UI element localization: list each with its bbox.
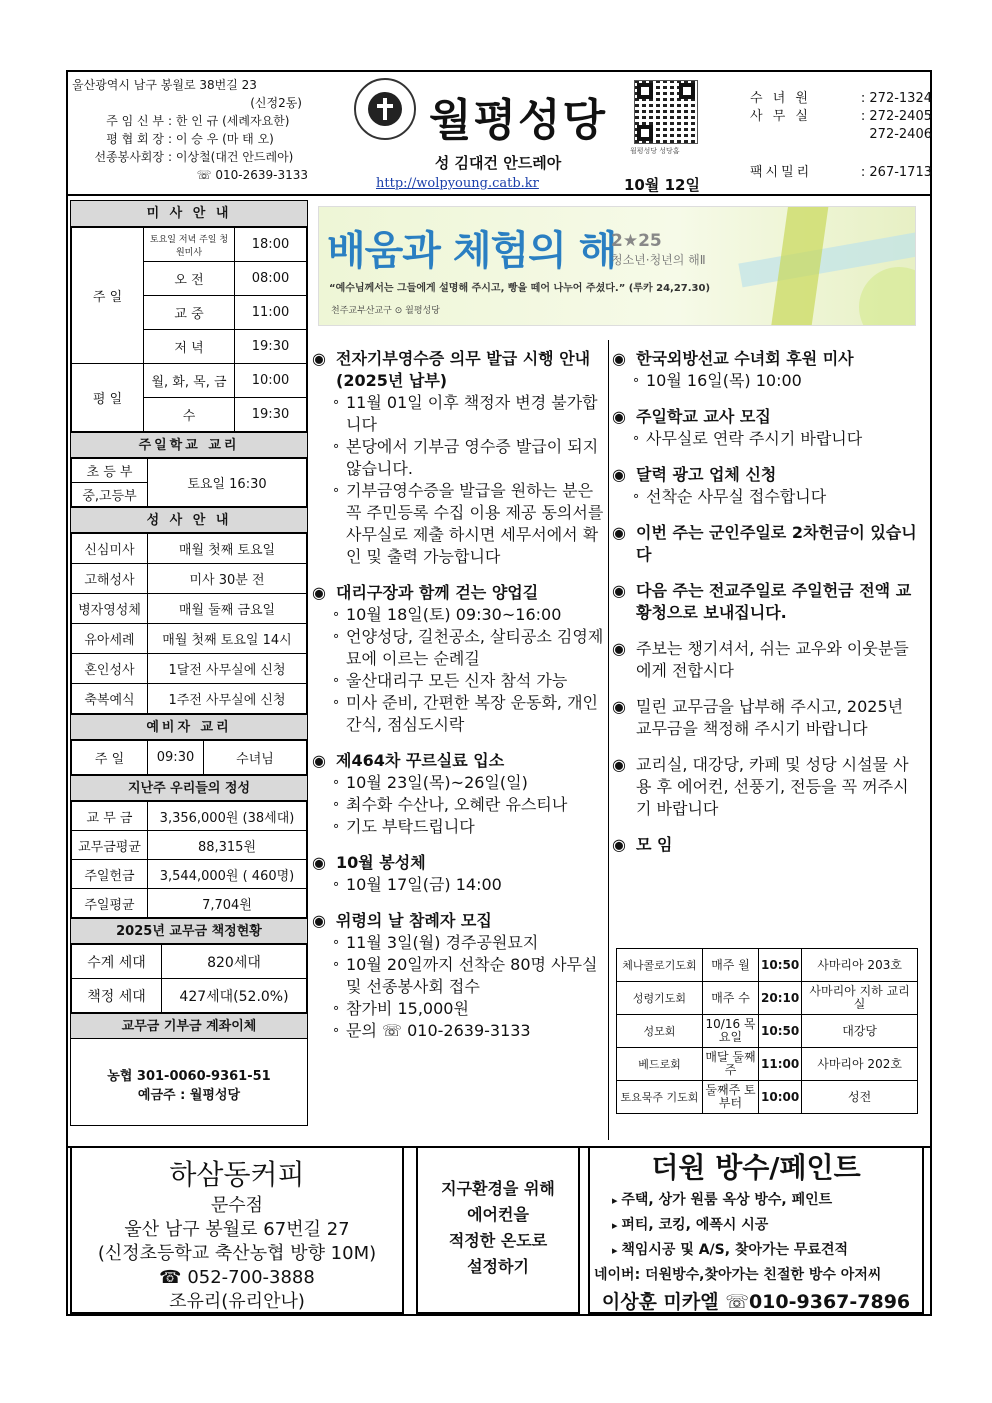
ad-coffee-line: 문수점 [210, 1195, 264, 1216]
meeting-name: 체나콜로기도회 [617, 949, 703, 982]
offering-value: 88,315원 [148, 831, 307, 860]
bank-account-number: 농협 301-0060-9361-51 [107, 1069, 271, 1084]
notice-text: 10월 23일(목)~26일(일) [346, 773, 528, 792]
staff-name: : 이상철(대건 안드레아) [168, 150, 294, 164]
tithe-row [72, 945, 307, 979]
staff-row [72, 148, 322, 166]
sacrament-name: 신심미사 [72, 534, 148, 564]
meeting-row [617, 949, 918, 982]
meeting-name: 성모회 [617, 1015, 703, 1048]
notice-line [312, 874, 604, 896]
notice-item [312, 910, 604, 1042]
staff-row [72, 112, 322, 130]
notice-text: 10월 17일(금) 14:00 [346, 875, 502, 894]
notice-line [312, 626, 604, 670]
ad-waterproof-line [590, 1238, 922, 1263]
ad-environment-line: 설정하기 [467, 1257, 529, 1276]
staff-role: 평 협 회 장 [106, 132, 164, 146]
notice-heading [612, 348, 920, 370]
notice-line [312, 436, 604, 480]
parish-website-link[interactable]: http://wolpyoung.catb.kr [376, 176, 539, 191]
contact-label: 사 무 실 [750, 109, 811, 124]
banner-quote: “예수님께서는 그들에게 설명해 주시고, 빵을 떼어 나누어 주셨다.” (루카 24,27.30) [329, 283, 711, 294]
catechumen-title: 예비자 교리 [71, 714, 307, 740]
school-time: 토요일 16:30 [148, 459, 307, 507]
notice-heading [312, 582, 604, 604]
notice-text: 10월 20일까지 선착순 80명 사무실 및 선종봉사회 접수 [346, 955, 598, 996]
bullet-icon: ◉ [612, 639, 626, 658]
ad-coffee-line: 울산 남구 봉월로 67번길 27 [124, 1219, 350, 1240]
notice-title: 대리구장과 함께 걷는 양업길 [336, 583, 539, 602]
staff-row [72, 130, 322, 148]
meeting-day: 둘째주 토부터 [703, 1081, 759, 1114]
meeting-place: 사마리아 지하 교리실 [802, 982, 918, 1015]
parish-phone: ☏ 010-2639-3133 [196, 168, 308, 182]
tithe-value: 427세대(52.0%) [162, 979, 307, 1013]
staff-role: 주 임 신 부 [106, 114, 164, 128]
mass-time: 18:00 [235, 228, 307, 262]
banner-org: 천주교부산교구 ⊙ 월평성당 [331, 306, 440, 316]
notice-line [312, 932, 604, 954]
notice-title: 이번 주는 군인주일로 2차헌금이 있습니다 [636, 523, 917, 564]
banner-subtitle: 청소년·청년의 해Ⅱ [611, 253, 706, 267]
notice-text: 기부금영수증을 발급을 원하는 분은 꼭 주민등록 수집 이용 제공 동의서를 사무실로 제출 하시면 세무서에서 확인 및 출력 가능합니다 [346, 481, 604, 566]
sunday-school-title: 주일학교 교리 [71, 432, 307, 458]
mass-name: 토요일 저녁 주일 청원미사 [144, 228, 235, 262]
notice-title: 10월 봉성체 [336, 853, 426, 872]
notice-heading [312, 852, 604, 874]
notice-line [312, 954, 604, 998]
banner-year: 2★25 [611, 231, 662, 251]
bullet-icon: ◉ [612, 697, 626, 716]
meeting-place: 성전 [802, 1081, 918, 1114]
sacrament-table [71, 533, 307, 714]
sacrament-detail: 매월 첫째 토요일 14시 [148, 624, 307, 654]
bullet-icon: ◉ [612, 407, 626, 426]
ad-waterproof-name: 더원 방수/페인트 [651, 1151, 861, 1184]
bulletin-date: 10월 12일 [624, 176, 700, 194]
notice-title: 모 임 [636, 835, 673, 854]
notices-column-right [612, 348, 920, 870]
meetings-table [616, 948, 918, 1114]
contact-label: 수 녀 원 [750, 91, 811, 106]
notice-line [312, 816, 604, 838]
banner-heading-part: 배움과 [327, 228, 453, 274]
bank-title: 교무금 기부금 계좌이체 [71, 1013, 307, 1039]
meeting-day: 10/16 목요일 [703, 1015, 759, 1048]
ad-waterproof-text: 책임시공 및 A/S, 찾아가는 무료견적 [621, 1242, 849, 1258]
notice-line [312, 604, 604, 626]
contact-row [750, 126, 932, 144]
meeting-time: 10:50 [759, 949, 802, 982]
small-bullet-icon: ∘ [332, 957, 341, 972]
sacrament-row [72, 594, 307, 624]
bank-account [71, 1039, 307, 1125]
notice-heading [312, 910, 604, 932]
notice-heading [612, 406, 920, 428]
notice-heading [612, 834, 920, 856]
notice-heading [612, 580, 920, 624]
triangle-bullet-icon: ▸ [612, 1244, 622, 1257]
mass-schedule-title: 미 사 안 내 [71, 201, 307, 227]
notice-item [612, 580, 920, 624]
notice-text: 언양성당, 길천공소, 살티공소 김영제 묘에 이르는 순례길 [346, 627, 604, 668]
school-group: 중,고등부 [72, 483, 148, 507]
notice-title: 주보는 챙기셔서, 쉬는 교우와 이웃분들에게 전합시다 [636, 639, 909, 680]
notice-text: 기도 부탁드립니다 [346, 817, 475, 836]
small-bullet-icon: ∘ [332, 1001, 341, 1016]
small-bullet-icon: ∘ [332, 935, 341, 950]
sacrament-title: 성 사 안 내 [71, 507, 307, 533]
meeting-name: 토요묵주 기도회 [617, 1081, 703, 1114]
small-bullet-icon: ∘ [332, 629, 341, 644]
small-bullet-icon: ∘ [332, 607, 341, 622]
bullet-icon: ◉ [612, 835, 626, 854]
sacrament-name: 축복예식 [72, 684, 148, 714]
staff-name: : 한 인 규 (세례자요한) [168, 114, 290, 128]
notice-line [312, 794, 604, 816]
sidebar [70, 200, 308, 1126]
small-bullet-icon: ∘ [332, 673, 341, 688]
sacrament-detail: 1달전 사무실에 신청 [148, 654, 307, 684]
ad-waterproof-line [590, 1213, 922, 1238]
bullet-icon: ◉ [612, 465, 626, 484]
mass-name: 저 녁 [144, 330, 235, 364]
contact-number: : 272-1324 [860, 91, 932, 106]
contact-label [750, 126, 842, 144]
offering-label: 교 무 금 [72, 802, 148, 831]
triangle-bullet-icon: ▸ [612, 1194, 622, 1207]
notice-text: 최수화 수산나, 오혜란 유스티나 [346, 795, 568, 814]
tithe-label: 수계 세대 [72, 945, 162, 979]
mass-time: 19:30 [235, 330, 307, 364]
mass-name: 오 전 [144, 262, 235, 296]
mass-name: 수 [144, 398, 235, 432]
small-bullet-icon: ∘ [332, 483, 341, 498]
bullet-icon: ◉ [312, 853, 326, 872]
qr-code-icon[interactable] [634, 80, 698, 144]
bullet-icon: ◉ [612, 523, 626, 542]
parish-address-sub: (신정2동) [250, 96, 302, 110]
sacrament-name: 고해성사 [72, 564, 148, 594]
sacrament-detail: 1주전 사무실에 신청 [148, 684, 307, 714]
ad-waterproof-naver: 네이버: 더원방수,찾아가는 친절한 방수 아저씨 [594, 1267, 882, 1283]
sacrament-name: 혼인성사 [72, 654, 148, 684]
small-bullet-icon: ∘ [332, 695, 341, 710]
staff-name: : 이 승 우 (마 태 오) [168, 132, 274, 146]
ad-environment [416, 1146, 580, 1314]
ad-waterproof-line [590, 1188, 922, 1213]
ad-coffee [70, 1146, 404, 1314]
offering-value: 3,356,000원 (38세대) [148, 802, 307, 831]
weekday-label: 평 일 [72, 364, 144, 432]
meeting-place: 사마리아 203호 [802, 949, 918, 982]
meeting-place: 사마리아 202호 [802, 1048, 918, 1081]
notice-item [312, 750, 604, 838]
meeting-name: 베드로회 [617, 1048, 703, 1081]
catechumen-day: 주 일 [72, 741, 148, 775]
contact-number: : 272-2405 [860, 109, 932, 124]
notice-text: 선착순 사무실 접수합니다 [646, 487, 827, 506]
notice-line [312, 392, 604, 436]
notice-heading [312, 750, 604, 772]
contact-number: : 267-1713 [860, 165, 932, 180]
notice-heading [612, 754, 920, 820]
sacrament-detail: 매월 둘째 금요일 [148, 594, 307, 624]
small-bullet-icon: ∘ [332, 395, 341, 410]
offering-row [72, 860, 307, 889]
ad-environment-line: 지구환경을 위해 [441, 1179, 555, 1198]
notice-text: 11월 3일(월) 경주공원묘지 [346, 933, 539, 952]
offering-label: 주일헌금 [72, 860, 148, 889]
contact-row [750, 164, 932, 182]
notice-item [312, 582, 604, 736]
notice-item [612, 406, 920, 450]
notice-title: 제464차 꾸르실료 입소 [336, 751, 505, 770]
sunday-label: 주 일 [72, 228, 144, 364]
notice-item [612, 696, 920, 740]
offering-row [72, 889, 307, 918]
mass-time: 19:30 [235, 398, 307, 432]
notice-line [312, 480, 604, 568]
tithe-table [71, 944, 307, 1013]
school-group: 초 등 부 [72, 459, 148, 483]
small-bullet-icon: ∘ [332, 877, 341, 892]
meeting-row [617, 1015, 918, 1048]
ad-coffee-name: 하삼동커피 [169, 1158, 305, 1191]
sacrament-row [72, 654, 307, 684]
notice-heading [612, 522, 920, 566]
notice-heading [312, 348, 604, 392]
notice-title: 한국외방선교 수녀회 후원 미사 [636, 349, 854, 368]
notice-title: 다음 주는 전교주일로 주일헌금 전액 교황청으로 보내집니다. [636, 581, 912, 622]
offering-value: 3,544,000원 ( 460명) [148, 860, 307, 889]
bank-account-holder: 예금주 : 월평성당 [137, 1088, 241, 1103]
meeting-time: 10:50 [759, 1015, 802, 1048]
notice-line [312, 998, 604, 1020]
notice-item [612, 754, 920, 820]
contact-list [750, 90, 932, 182]
parish-logo [354, 78, 416, 140]
notice-title: 전자기부영수증 의무 발급 시행 안내(2025년 납부) [336, 349, 591, 390]
notice-title: 밀린 교무금을 납부해 주시고, 2025년 교무금을 책정해 주시기 바랍니다 [636, 697, 904, 738]
sacrament-name: 병자영성체 [72, 594, 148, 624]
patron-saint: 성 김대건 안드레아 [434, 154, 562, 172]
notice-line [312, 772, 604, 794]
theme-banner [318, 206, 916, 326]
banner-heading-part: 체험의 해 [452, 228, 617, 274]
notice-text: 본당에서 기부금 영수증 발급이 되지 않습니다. [346, 437, 599, 478]
notice-item [612, 834, 920, 856]
notice-text: 울산대리구 모든 신자 참석 가능 [346, 671, 568, 690]
parish-info [72, 76, 322, 184]
offering-table [71, 801, 307, 918]
banner-heading [327, 219, 616, 276]
meeting-row [617, 1048, 918, 1081]
notices-column-left [312, 348, 604, 1056]
contact-row [750, 90, 932, 108]
small-bullet-icon: ∘ [332, 775, 341, 790]
bullet-icon: ◉ [312, 911, 326, 930]
notice-heading [612, 464, 920, 486]
small-bullet-icon: ∘ [332, 797, 341, 812]
sacrament-row [72, 564, 307, 594]
notice-item [612, 348, 920, 392]
notice-line [612, 370, 920, 392]
notice-text: 10월 18일(토) 09:30~16:00 [346, 605, 562, 624]
qr-caption: 월평성당 성당홈 [630, 147, 680, 155]
sacrament-name: 유아세례 [72, 624, 148, 654]
contact-number: 272-2406 [869, 127, 932, 142]
mass-schedule-table [71, 227, 307, 432]
sacrament-row [72, 534, 307, 564]
contact-label: 팩시밀리 [750, 165, 813, 180]
page-title: 월평성당 [428, 95, 607, 146]
meeting-day: 매달 둘째주 [703, 1048, 759, 1081]
bullet-icon: ◉ [312, 751, 326, 770]
tithe-title: 2025년 교무금 책정현황 [71, 918, 307, 944]
ad-waterproof-text: 주택, 상가 원룸 옥상 방수, 페인트 [621, 1192, 833, 1208]
contact-row [750, 108, 932, 126]
meeting-time: 20:10 [759, 982, 802, 1015]
catechumen-table [71, 740, 307, 775]
notice-item [312, 348, 604, 568]
ad-coffee-line: ☎ 052-700-3888 [159, 1267, 315, 1288]
ad-waterproof [588, 1146, 924, 1314]
tithe-label: 책정 세대 [72, 979, 162, 1013]
notice-title: 달력 광고 업체 신청 [636, 465, 777, 484]
offering-label: 교무금평균 [72, 831, 148, 860]
notice-line [312, 692, 604, 736]
ad-waterproof-contact: 이상훈 미카엘 ☏010-9367-7896 [601, 1291, 911, 1313]
small-bullet-icon: ∘ [332, 819, 341, 834]
notice-heading [612, 696, 920, 740]
catechumen-time: 09:30 [148, 741, 204, 775]
small-bullet-icon: ∘ [632, 489, 641, 504]
notice-line [612, 428, 920, 450]
bullet-icon: ◉ [312, 349, 326, 368]
sacrament-detail: 미사 30분 전 [148, 564, 307, 594]
meeting-row [617, 1081, 918, 1114]
ad-environment-line: 적정한 온도로 [448, 1231, 548, 1250]
notice-text: 참가비 15,000원 [346, 999, 469, 1018]
bullet-icon: ◉ [612, 755, 626, 774]
notice-title: 교리실, 대강당, 카페 및 성당 시설물 사용 후 에어컨, 선풍기, 전등을 꼭 꺼주시기 바랍니다 [636, 755, 909, 818]
notice-line [612, 486, 920, 508]
notice-item [312, 852, 604, 896]
meeting-place: 대강당 [802, 1015, 918, 1048]
offering-row [72, 831, 307, 860]
meeting-day: 매주 월 [703, 949, 759, 982]
sunday-school-table [71, 458, 307, 507]
notice-title: 주일학교 교사 모집 [636, 407, 771, 426]
mass-time: 08:00 [235, 262, 307, 296]
mass-time: 10:00 [235, 364, 307, 398]
offering-row [72, 802, 307, 831]
bulletin-header [66, 70, 932, 196]
notice-line [312, 670, 604, 692]
notice-text: 10월 16일(목) 10:00 [646, 371, 802, 390]
offering-value: 7,704원 [148, 889, 307, 918]
sacrament-row [72, 624, 307, 654]
bullet-icon: ◉ [612, 581, 626, 600]
meeting-row [617, 982, 918, 1015]
notice-text: 11월 01일 이후 책정자 변경 불가합니다 [346, 393, 598, 434]
small-bullet-icon: ∘ [332, 439, 341, 454]
ad-environment-line: 에어컨을 [467, 1205, 529, 1224]
notice-item [612, 464, 920, 508]
catechumen-place: 수녀님 [204, 741, 307, 775]
mass-time: 11:00 [235, 296, 307, 330]
notice-item [612, 638, 920, 682]
notice-text: 미사 준비, 간편한 복장 운동화, 개인간식, 점심도시락 [346, 693, 598, 734]
mass-name: 월, 화, 목, 금 [144, 364, 235, 398]
sacrament-detail: 매월 첫째 토요일 [148, 534, 307, 564]
offering-title: 지난주 우리들의 정성 [71, 775, 307, 801]
ad-coffee-line: (신정초등학교 축산농협 방향 10M) [97, 1243, 377, 1264]
small-bullet-icon: ∘ [632, 431, 641, 446]
staff-role: 선종봉사회장 [94, 150, 164, 164]
notice-text: 문의 ☏ 010-2639-3133 [346, 1021, 531, 1040]
tithe-value: 820세대 [162, 945, 307, 979]
triangle-bullet-icon: ▸ [612, 1219, 622, 1232]
offering-label: 주일평균 [72, 889, 148, 918]
bullet-icon: ◉ [612, 349, 626, 368]
meeting-time: 11:00 [759, 1048, 802, 1081]
parish-address: 울산광역시 남구 봉월로 38번길 23 [72, 78, 257, 92]
ad-coffee-line: 조유리(유리안나) [169, 1291, 305, 1312]
meeting-day: 매주 수 [703, 982, 759, 1015]
meeting-time: 10:00 [759, 1081, 802, 1114]
mass-name: 교 중 [144, 296, 235, 330]
small-bullet-icon: ∘ [332, 1023, 341, 1038]
notice-item [612, 522, 920, 566]
notice-text: 사무실로 연락 주시기 바랍니다 [646, 429, 863, 448]
bullet-icon: ◉ [312, 583, 326, 602]
column-divider [608, 340, 609, 1140]
meeting-name: 성령기도회 [617, 982, 703, 1015]
notice-heading [612, 638, 920, 682]
sacrament-row [72, 684, 307, 714]
tithe-row [72, 979, 307, 1013]
small-bullet-icon: ∘ [632, 373, 641, 388]
ad-waterproof-text: 퍼티, 코킹, 에폭시 시공 [621, 1217, 769, 1233]
notice-title: 위령의 날 참례자 모집 [336, 911, 492, 930]
notice-line [312, 1020, 604, 1042]
